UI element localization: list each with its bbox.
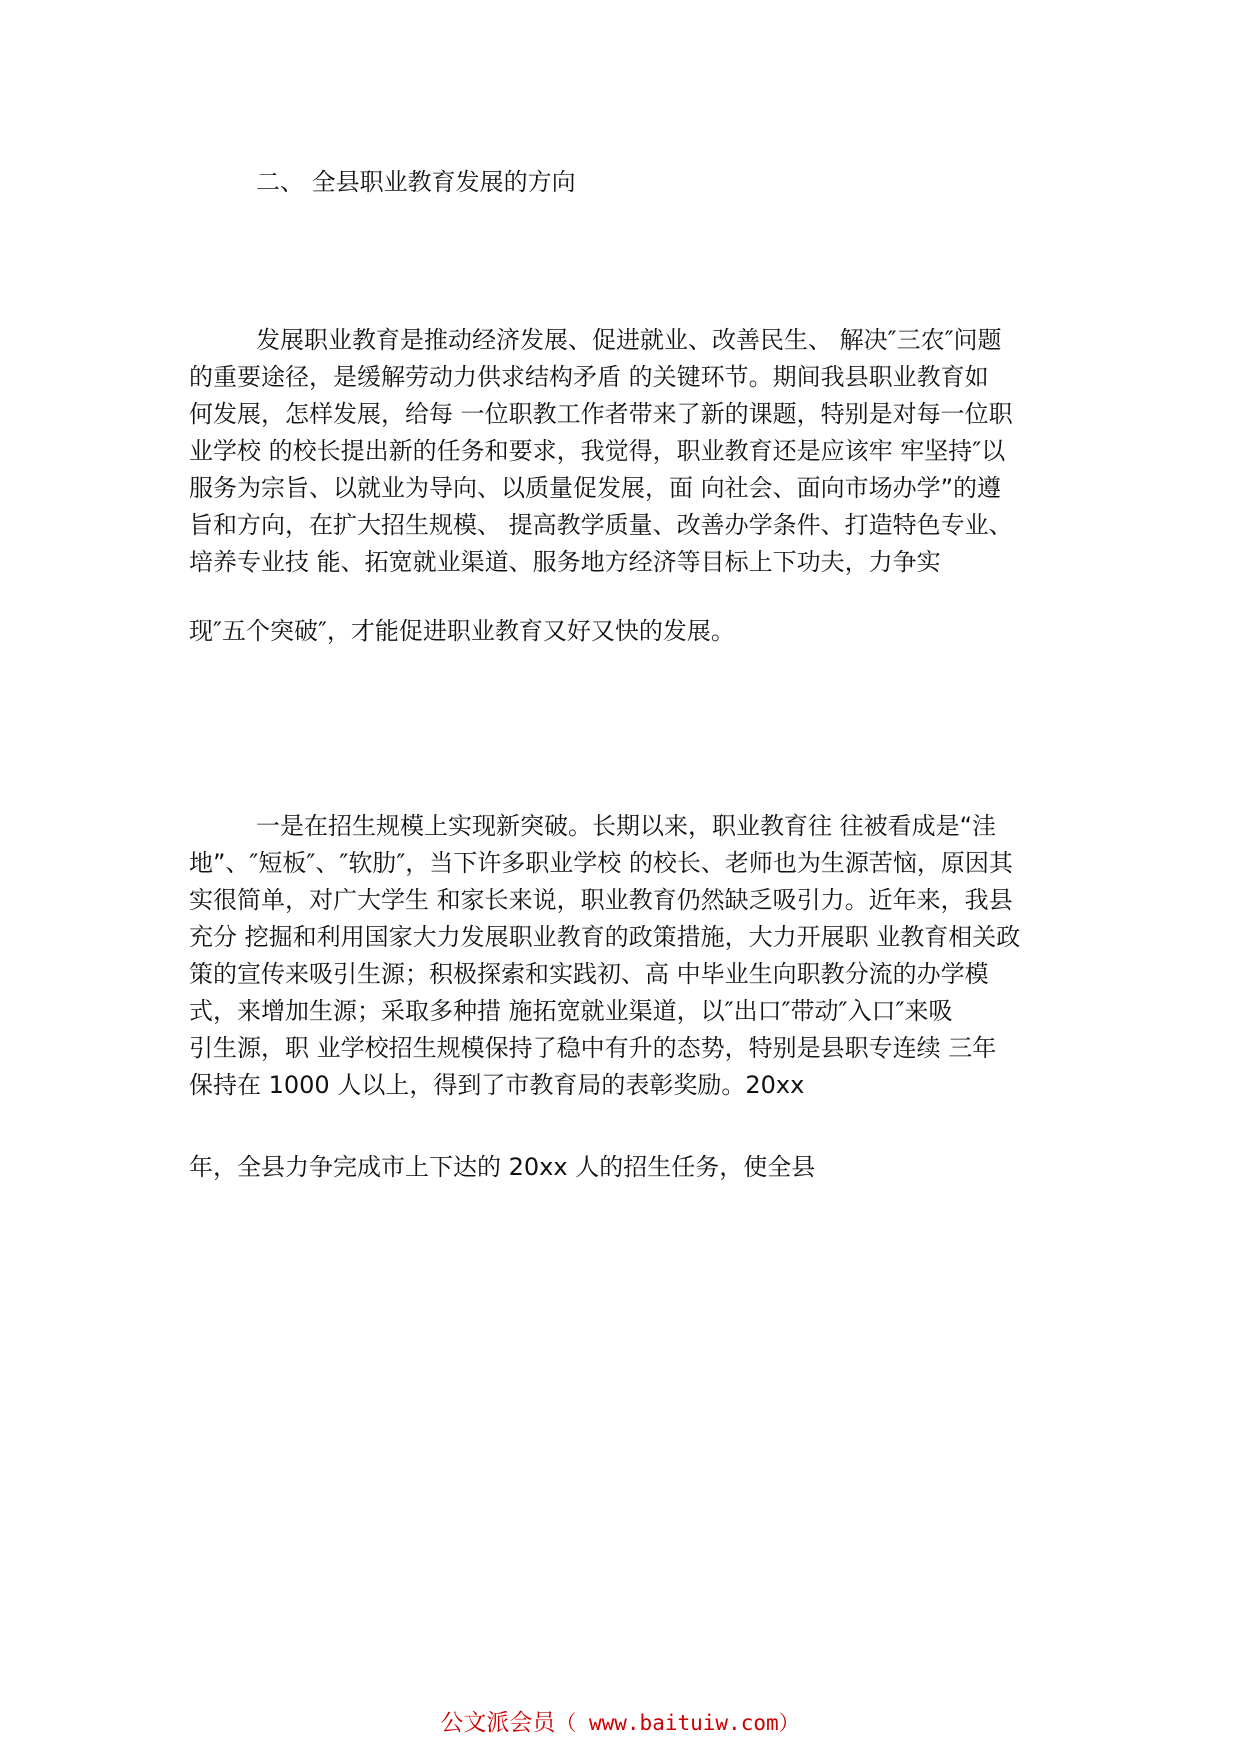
paragraph-2-line: 策的宣传来吸引生源；积极探索和实践初、高 中毕业生向职教分流的办学模 [189,960,989,988]
paragraph-1-line: 发展职业教育是推动经济发展、促进就业、改善民生、 解决″三农″问题 [256,326,1002,354]
paragraph-1-line: 服务为宗旨、以就业为导向、以质量促发展，面 向社会、面向市场办学”的遵 [189,474,1002,502]
paragraph-2-line: 保持在 1000 人以上，得到了市教育局的表彰奖励。20xx [189,1071,805,1099]
paragraph-1-line: 业学校 的校长提出新的任务和要求，我觉得，职业教育还是应该牢 牢坚持″以 [189,437,1006,465]
section-heading: 二、 全县职业教育发展的方向 [256,168,576,196]
footer-watermark [0,1708,1240,1738]
paragraph-2-tail [189,1148,1069,1186]
paragraph-1 [189,322,1069,581]
paragraph-2 [189,808,1069,1104]
paragraph-2-line: 式，来增加生源；采取多种措 施拓宽就业渠道，以″出口″带动″入口″来吸 [189,997,953,1025]
paragraph-2-tail-line: 年，全县力争完成市上下达的 20xx 人的招生任务，使全县 [189,1153,816,1181]
paragraph-1-line: 的重要途径，是缓解劳动力供求结构矛盾 的关键环节。期间我县职业教育如 [189,363,989,391]
paragraph-1-tail [189,612,1069,650]
paragraph-2-line: 地”、″短板″、″软肋″，当下许多职业学校 的校长、老师也为生源苦恼，原因其 [189,849,1013,877]
footer-url[interactable]: （ www.baituiw.com） [555,1711,800,1735]
paragraph-2-line: 充分 挖掘和利用国家大力发展职业教育的政策措施，大力开展职 业教育相关政 [189,923,1021,951]
paragraph-1-line: 旨和方向，在扩大招生规模、 提高教学质量、改善办学条件、打造特色专业、 [189,511,1013,539]
footer-brand: 公文派会员 [440,1710,556,1736]
paragraph-2-line: 引生源，职 业学校招生规模保持了稳中有升的态势，特别是县职专连续 三年 [189,1034,997,1062]
paragraph-2-line: 一是在招生规模上实现新突破。长期以来，职业教育往 往被看成是“洼 [256,812,997,840]
paragraph-1-tail-line: 现″五个突破″，才能促进职业教育又好又快的发展。 [189,617,735,645]
paragraph-1-line: 何发展，怎样发展，给每 一位职教工作者带来了新的课题，特别是对每一位职 [189,400,1013,428]
paragraph-1-line: 培养专业技 能、拓宽就业渠道、服务地方经济等目标上下功夫，力争实 [189,548,941,576]
paragraph-2-line: 实很简单，对广大学生 和家长来说，职业教育仍然缺乏吸引力。近年来，我县 [189,886,1013,914]
